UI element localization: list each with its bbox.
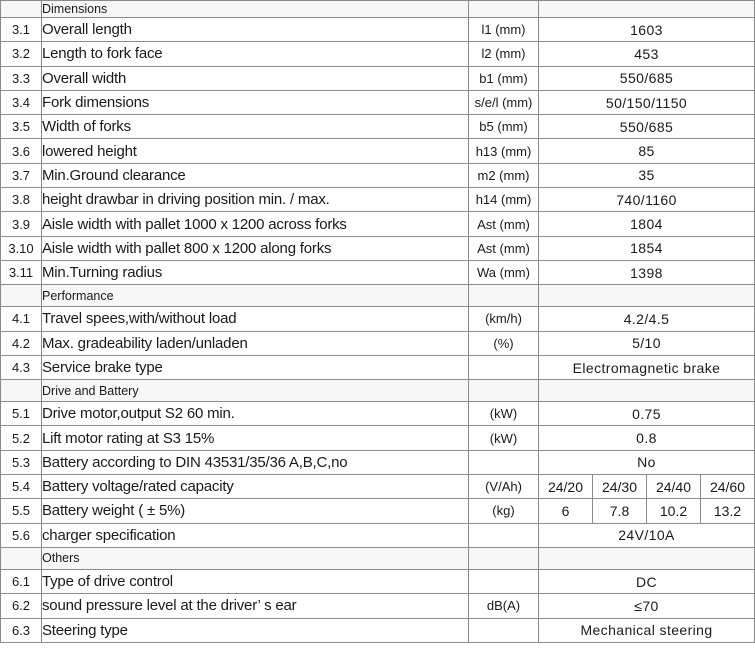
item-value: 35: [539, 163, 755, 187]
item-unit: [469, 523, 539, 547]
item-number: 3.5: [1, 115, 42, 139]
item-value: 10.2: [647, 499, 701, 523]
item-unit: [469, 355, 539, 379]
item-value: 24V/10A: [539, 523, 755, 547]
item-number: 4.1: [1, 307, 42, 331]
item-description: Overall width: [42, 66, 469, 90]
item-value: 24/40: [647, 475, 701, 499]
item-description: height drawbar in driving position min. / max.: [42, 188, 469, 212]
item-number: 5.4: [1, 475, 42, 499]
section-value-cell: [539, 285, 755, 307]
item-unit: [469, 618, 539, 642]
item-number: 5.6: [1, 523, 42, 547]
item-value: 550/685: [539, 66, 755, 90]
table-row: [1, 331, 755, 355]
item-unit: l2 (mm): [469, 42, 539, 66]
item-number: 3.8: [1, 188, 42, 212]
table-row: [1, 260, 755, 284]
item-value: 24/60: [701, 475, 755, 499]
item-unit: (V/Ah): [469, 475, 539, 499]
item-number: 4.3: [1, 355, 42, 379]
item-description: Aisle width with pallet 1000 x 1200 across forks: [42, 212, 469, 236]
item-unit: Ast (mm): [469, 212, 539, 236]
section-number-cell: [1, 547, 42, 569]
item-value: DC: [539, 569, 755, 593]
item-description: Width of forks: [42, 115, 469, 139]
item-unit: h14 (mm): [469, 188, 539, 212]
item-number: 5.3: [1, 450, 42, 474]
section-value-cell: [539, 1, 755, 18]
item-unit: b5 (mm): [469, 115, 539, 139]
item-value: 1854: [539, 236, 755, 260]
section-unit-cell: [469, 1, 539, 18]
item-value: 550/685: [539, 115, 755, 139]
table-row: [1, 90, 755, 114]
item-value: 7.8: [593, 499, 647, 523]
table-row: [1, 475, 755, 499]
item-value: 50/150/1150: [539, 90, 755, 114]
item-description: Battery voltage/rated capacity: [42, 475, 469, 499]
item-number: 6.3: [1, 618, 42, 642]
section-number-cell: [1, 1, 42, 18]
table-row: [1, 499, 755, 523]
item-number: 3.7: [1, 163, 42, 187]
section-header-row: [1, 547, 755, 569]
section-title: Performance: [42, 285, 469, 307]
item-value: 453: [539, 42, 755, 66]
section-header-row: [1, 285, 755, 307]
item-value: 1398: [539, 260, 755, 284]
item-number: 3.6: [1, 139, 42, 163]
item-description: charger specification: [42, 523, 469, 547]
item-unit: (%): [469, 331, 539, 355]
section-unit-cell: [469, 285, 539, 307]
item-value: 85: [539, 139, 755, 163]
table-row: [1, 163, 755, 187]
table-row: [1, 115, 755, 139]
item-value: 24/20: [539, 475, 593, 499]
item-number: 3.1: [1, 18, 42, 42]
item-number: 5.2: [1, 426, 42, 450]
table-row: [1, 450, 755, 474]
item-value: 13.2: [701, 499, 755, 523]
table-row: [1, 66, 755, 90]
item-unit: Wa (mm): [469, 260, 539, 284]
item-unit: [469, 450, 539, 474]
item-description: Lift motor rating at S3 15%: [42, 426, 469, 450]
item-description: Steering type: [42, 618, 469, 642]
section-header-row: [1, 380, 755, 402]
section-unit-cell: [469, 547, 539, 569]
section-title: Dimensions: [42, 1, 469, 18]
item-number: 5.1: [1, 402, 42, 426]
item-description: Battery weight ( ± 5%): [42, 499, 469, 523]
item-description: lowered height: [42, 139, 469, 163]
item-description: Travel spees,with/without load: [42, 307, 469, 331]
item-unit: s/e/l (mm): [469, 90, 539, 114]
item-value: No: [539, 450, 755, 474]
item-number: 6.2: [1, 594, 42, 618]
section-number-cell: [1, 285, 42, 307]
item-value: 0.75: [539, 402, 755, 426]
table-row: [1, 18, 755, 42]
item-number: 3.3: [1, 66, 42, 90]
item-unit: b1 (mm): [469, 66, 539, 90]
item-description: Min.Ground clearance: [42, 163, 469, 187]
item-value: Mechanical steering: [539, 618, 755, 642]
item-unit: Ast (mm): [469, 236, 539, 260]
item-description: Aisle width with pallet 800 x 1200 along forks: [42, 236, 469, 260]
item-unit: (kg): [469, 499, 539, 523]
item-number: 3.4: [1, 90, 42, 114]
section-number-cell: [1, 380, 42, 402]
table-row: [1, 426, 755, 450]
table-row: [1, 307, 755, 331]
item-value: 4.2/4.5: [539, 307, 755, 331]
table-row: [1, 402, 755, 426]
item-description: Overall length: [42, 18, 469, 42]
item-unit: h13 (mm): [469, 139, 539, 163]
item-unit: (kW): [469, 402, 539, 426]
section-value-cell: [539, 380, 755, 402]
item-number: 3.10: [1, 236, 42, 260]
table-row: [1, 594, 755, 618]
section-title: Others: [42, 547, 469, 569]
item-unit: (kW): [469, 426, 539, 450]
item-number: 3.9: [1, 212, 42, 236]
item-number: 3.11: [1, 260, 42, 284]
item-value: 0.8: [539, 426, 755, 450]
table-row: [1, 569, 755, 593]
item-description: Service brake type: [42, 355, 469, 379]
item-unit: dB(A): [469, 594, 539, 618]
item-unit: (km/h): [469, 307, 539, 331]
section-title: Drive and Battery: [42, 380, 469, 402]
item-number: 6.1: [1, 569, 42, 593]
table-row: [1, 212, 755, 236]
item-description: Fork dimensions: [42, 90, 469, 114]
table-row: [1, 355, 755, 379]
item-value: Electromagnetic brake: [539, 355, 755, 379]
table-row: [1, 523, 755, 547]
item-description: Battery according to DIN 43531/35/36 A,B,C,no: [42, 450, 469, 474]
item-value: 24/30: [593, 475, 647, 499]
item-unit: l1 (mm): [469, 18, 539, 42]
section-value-cell: [539, 547, 755, 569]
item-description: sound pressure level at the driver’ s ear: [42, 594, 469, 618]
item-value: 1603: [539, 18, 755, 42]
item-description: Drive motor,output S2 60 min.: [42, 402, 469, 426]
specification-table-body: [1, 1, 755, 643]
item-value: ≤70: [539, 594, 755, 618]
item-description: Length to fork face: [42, 42, 469, 66]
item-number: 3.2: [1, 42, 42, 66]
section-unit-cell: [469, 380, 539, 402]
section-header-row: [1, 1, 755, 18]
table-row: [1, 42, 755, 66]
table-row: [1, 139, 755, 163]
item-value: 6: [539, 499, 593, 523]
item-description: Max. gradeability laden/unladen: [42, 331, 469, 355]
item-unit: [469, 569, 539, 593]
table-row: [1, 618, 755, 642]
item-value: 740/1160: [539, 188, 755, 212]
item-value: 5/10: [539, 331, 755, 355]
item-description: Min.Turning radius: [42, 260, 469, 284]
table-row: [1, 188, 755, 212]
item-number: 4.2: [1, 331, 42, 355]
item-unit: m2 (mm): [469, 163, 539, 187]
item-description: Type of drive control: [42, 569, 469, 593]
item-number: 5.5: [1, 499, 42, 523]
table-row: [1, 236, 755, 260]
item-value: 1804: [539, 212, 755, 236]
